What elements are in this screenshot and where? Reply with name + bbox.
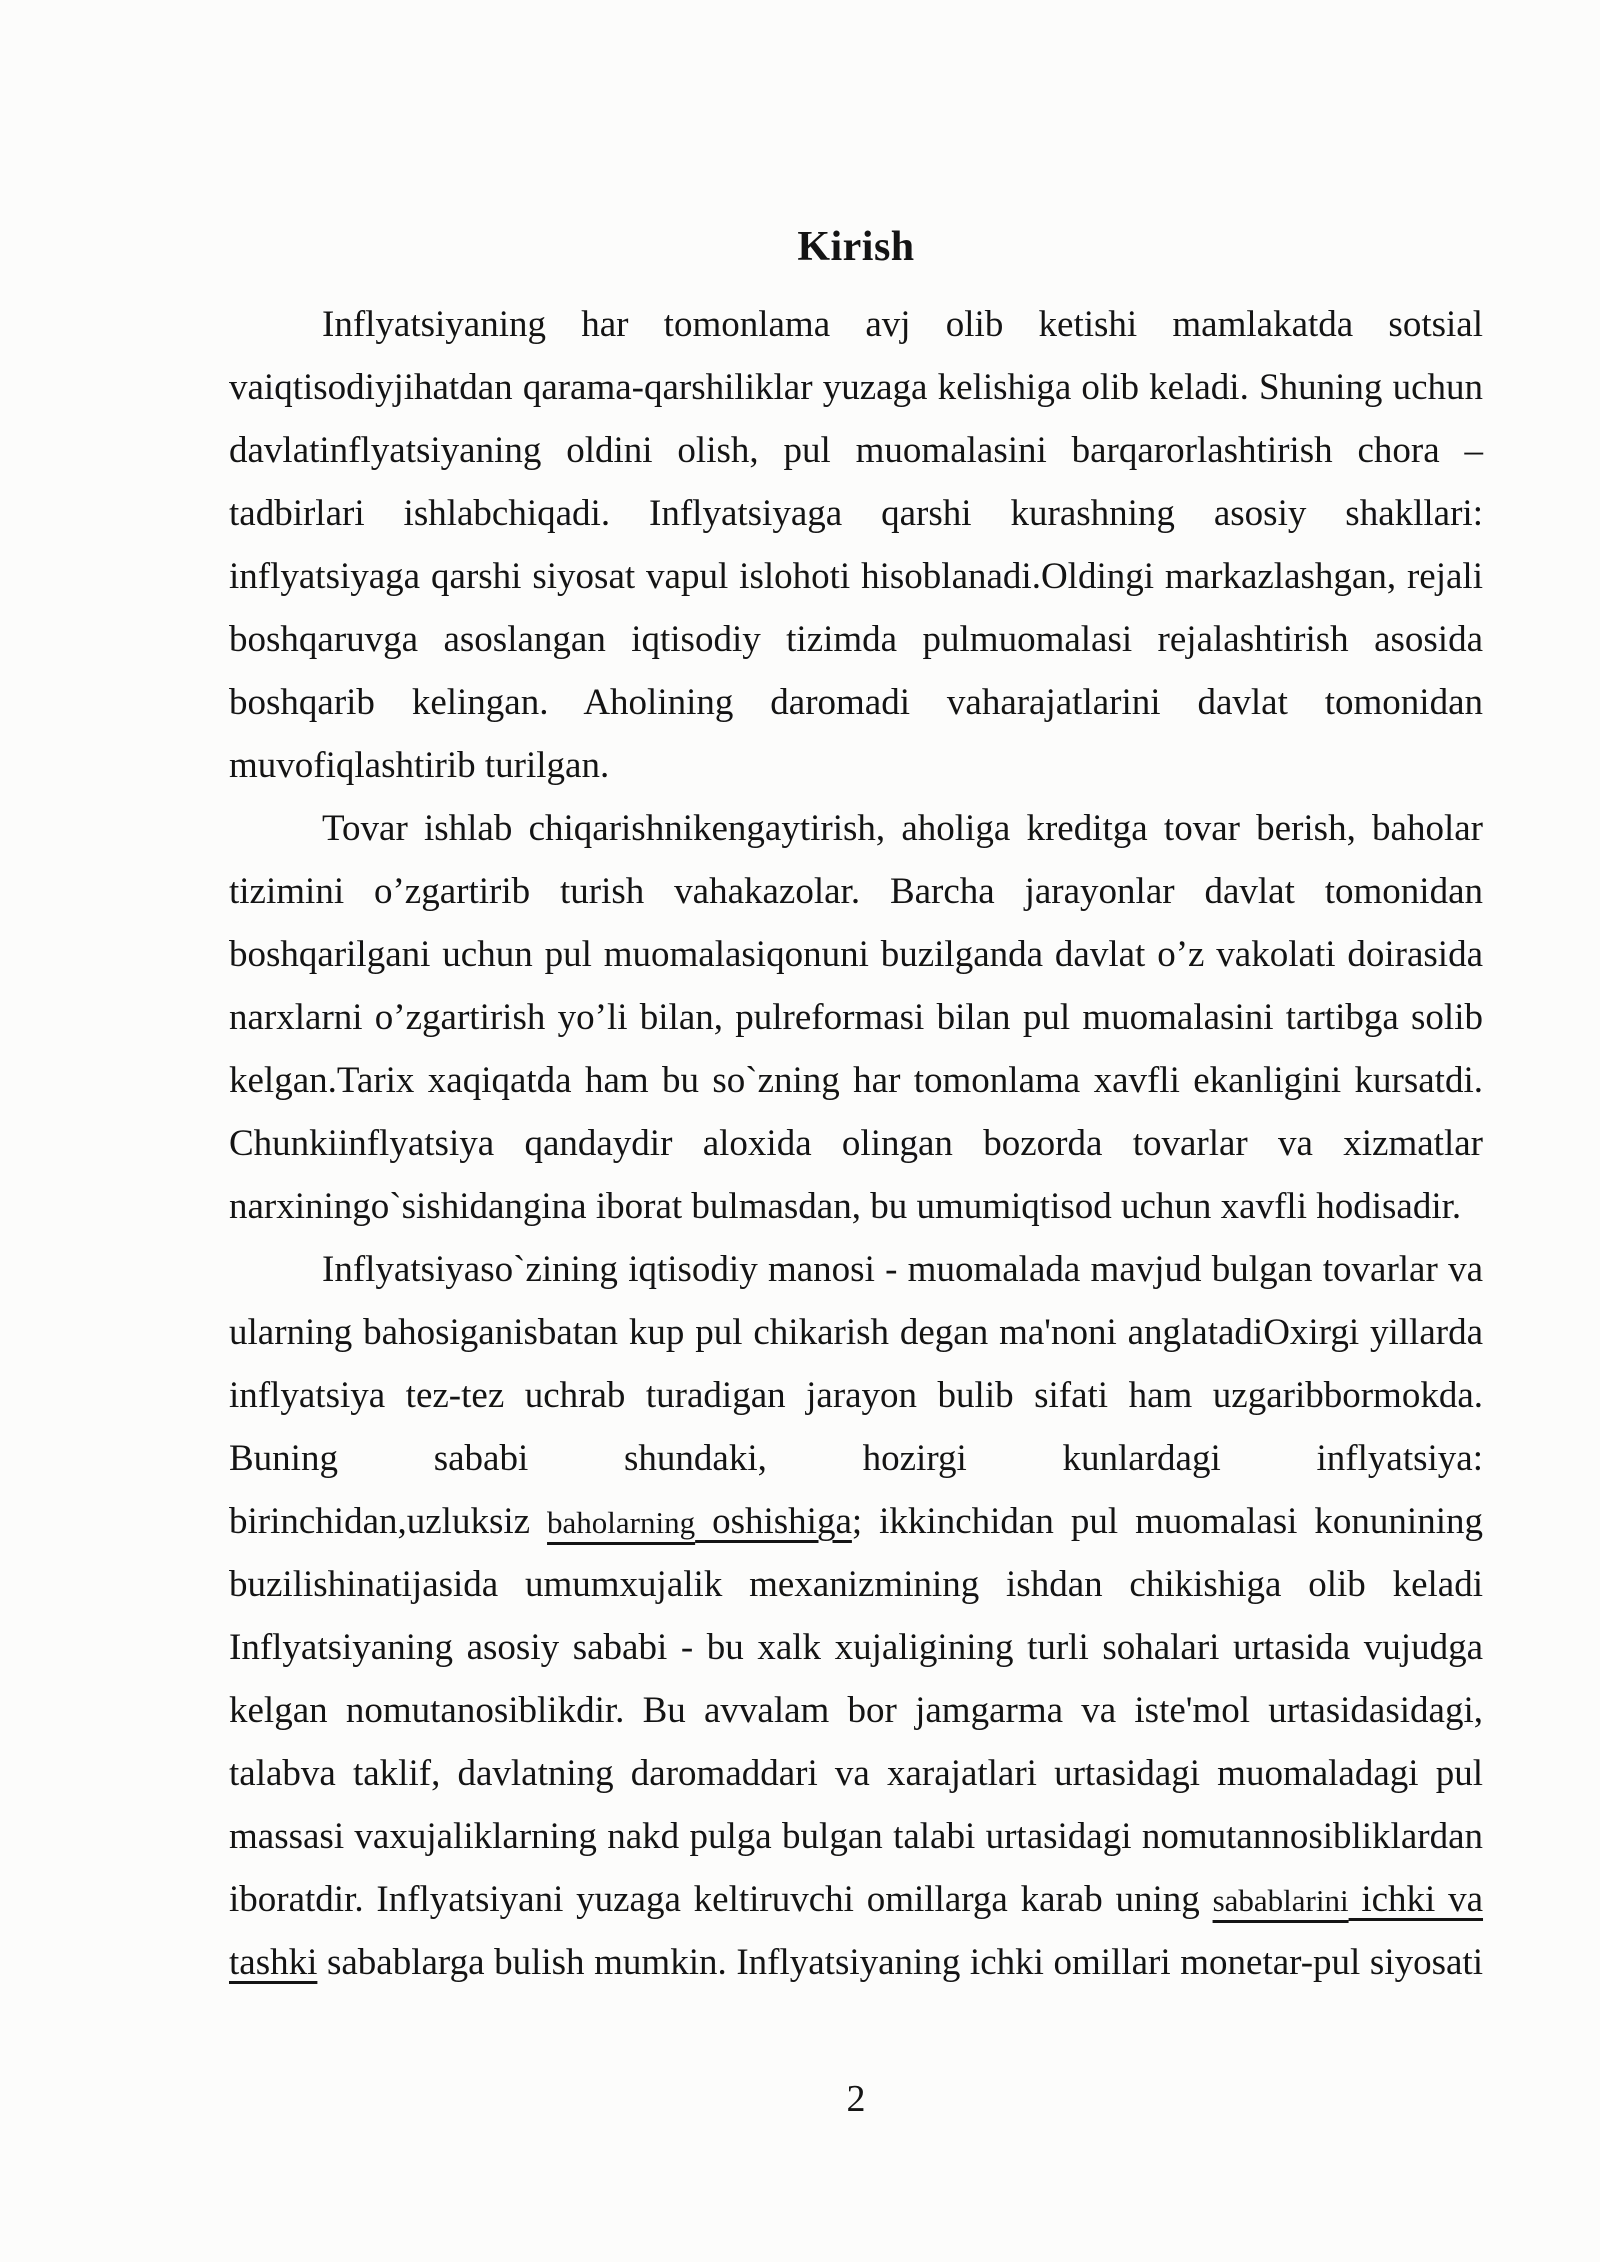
text-line: kelgan.Tarix xaqiqatda ham bu so`zning har tomonlama xavfli ekanligini kursatdi. (229, 1060, 1483, 1101)
text-segment: iboratdir. Inflyatsiyani yuzaga keltiruvchi omillarga karab uning (229, 1879, 1213, 1920)
text-line: kelgan nomutanosiblikdir. Bu avvalam bor jamgarma va iste'mol urtasidasidagi, (229, 1690, 1483, 1731)
text-line: Inflyatsiyaso`zining iqtisodiy manosi - muomalada mavjud bulgan tovarlar va (322, 1249, 1483, 1290)
text-line: Chunkiinflyatsiya qandaydir aloxida olingan bozorda tovarlar va xizmatlar (229, 1123, 1483, 1164)
text-line: massasi vaxujaliklarning nakd pulga bulgan talabi urtasidagi nomutannosibliklardan (229, 1816, 1483, 1857)
text-segment: birinchidan,uzluksiz (229, 1501, 548, 1542)
page-title: Kirish (797, 224, 915, 270)
text-line: boshqarilgani uchun pul muomalasiqonuni buzilganda davlat o’z vakolati doirasida (229, 934, 1483, 975)
text-segment: ; ikkinchidan pul muomalasi konunining (851, 1501, 1483, 1542)
text-line: narxlarni o’zgartirish yo’li bilan, pulreformasi bilan pul muomalasini tartibga solib (229, 997, 1483, 1038)
text-line: boshqaruvga asoslangan iqtisodiy tizimda pulmuomalasi rejalashtirish asosida (229, 619, 1483, 660)
text-line: narxiningo`sishidangina iborat bulmasdan, bu umumiqtisod uchun xavfli hodisadir. (229, 1186, 1462, 1227)
text-segment: sabablarga bulish mumkin. Inflyatsiyaning ichki omillari monetar-pul siyosati (317, 1942, 1483, 1983)
paragraph (229, 797, 1483, 1238)
text-line: ularning bahosiganisbatan kup pul chikarish degan ma'noni anglatadiOxirgi yillarda (229, 1312, 1483, 1353)
document-body (229, 293, 1483, 1994)
text-line: tadbirlari ishlabchiqadi. Inflyatsiyaga qarshi kurashning asosiy shakllari: (229, 493, 1483, 534)
text-line: inflyatsiyaga qarshi siyosat vapul islohoti hisoblanadi.Oldingi markazlashgan, rejali (229, 556, 1483, 597)
text-line: davlatinflyatsiyaning oldini olish, pul muomalasini barqarorlashtirish chora – (229, 430, 1483, 471)
text-line (229, 1868, 1483, 1931)
text-line: Inflyatsiyaning asosiy sababi - bu xalk xujaligining turli sohalari urtasida vujudga (229, 1627, 1483, 1668)
text-line (229, 1490, 1483, 1553)
text-line: talabva taklif, davlatning daromaddari va xarajatlari urtasidagi muomaladagi pul (229, 1753, 1483, 1794)
text-line: Inflyatsiyaning har tomonlama avj olib ketishi mamlakatda sotsial (322, 304, 1483, 345)
underlined-text-segment: oshishiga (695, 1501, 852, 1542)
text-line: Tovar ishlab chiqarishnikengaytirish, aholiga kreditga tovar berish, baholar (322, 808, 1483, 849)
text-line: inflyatsiya tez-tez uchrab turadigan jarayon bulib sifati ham uzgaribbormokda. (229, 1375, 1483, 1416)
page-number: 2 (846, 2078, 866, 2120)
underlined-text-segment: tashki (229, 1942, 318, 1983)
text-line (229, 1931, 1483, 1994)
underlined-text-segment: baholarning (547, 1505, 696, 1540)
text-line: muvofiqlashtirib turilgan. (229, 745, 610, 786)
text-line: boshqarib kelingan. Aholining daromadi vaharajatlarini davlat tomonidan (229, 682, 1483, 723)
text-line: tizimini o’zgartirib turish vahakazolar. Barcha jarayonlar davlat tomonidan (229, 871, 1483, 912)
text-line: Buning sababi shundaki, hozirgi kunlardagi inflyatsiya: (229, 1438, 1483, 1479)
text-line: vaiqtisodiyjihatdan qarama-qarshiliklar yuzaga kelishiga olib keladi. Shuning uchun (229, 367, 1483, 408)
paragraph (229, 1238, 1483, 1994)
text-line: buzilishinatijasida umumxujalik mexanizmining ishdan chikishiga olib keladi (229, 1564, 1483, 1605)
underlined-text-segment: sabablarini (1212, 1883, 1349, 1918)
underlined-text-segment: ichki va (1348, 1879, 1484, 1920)
paragraph (229, 293, 1483, 797)
